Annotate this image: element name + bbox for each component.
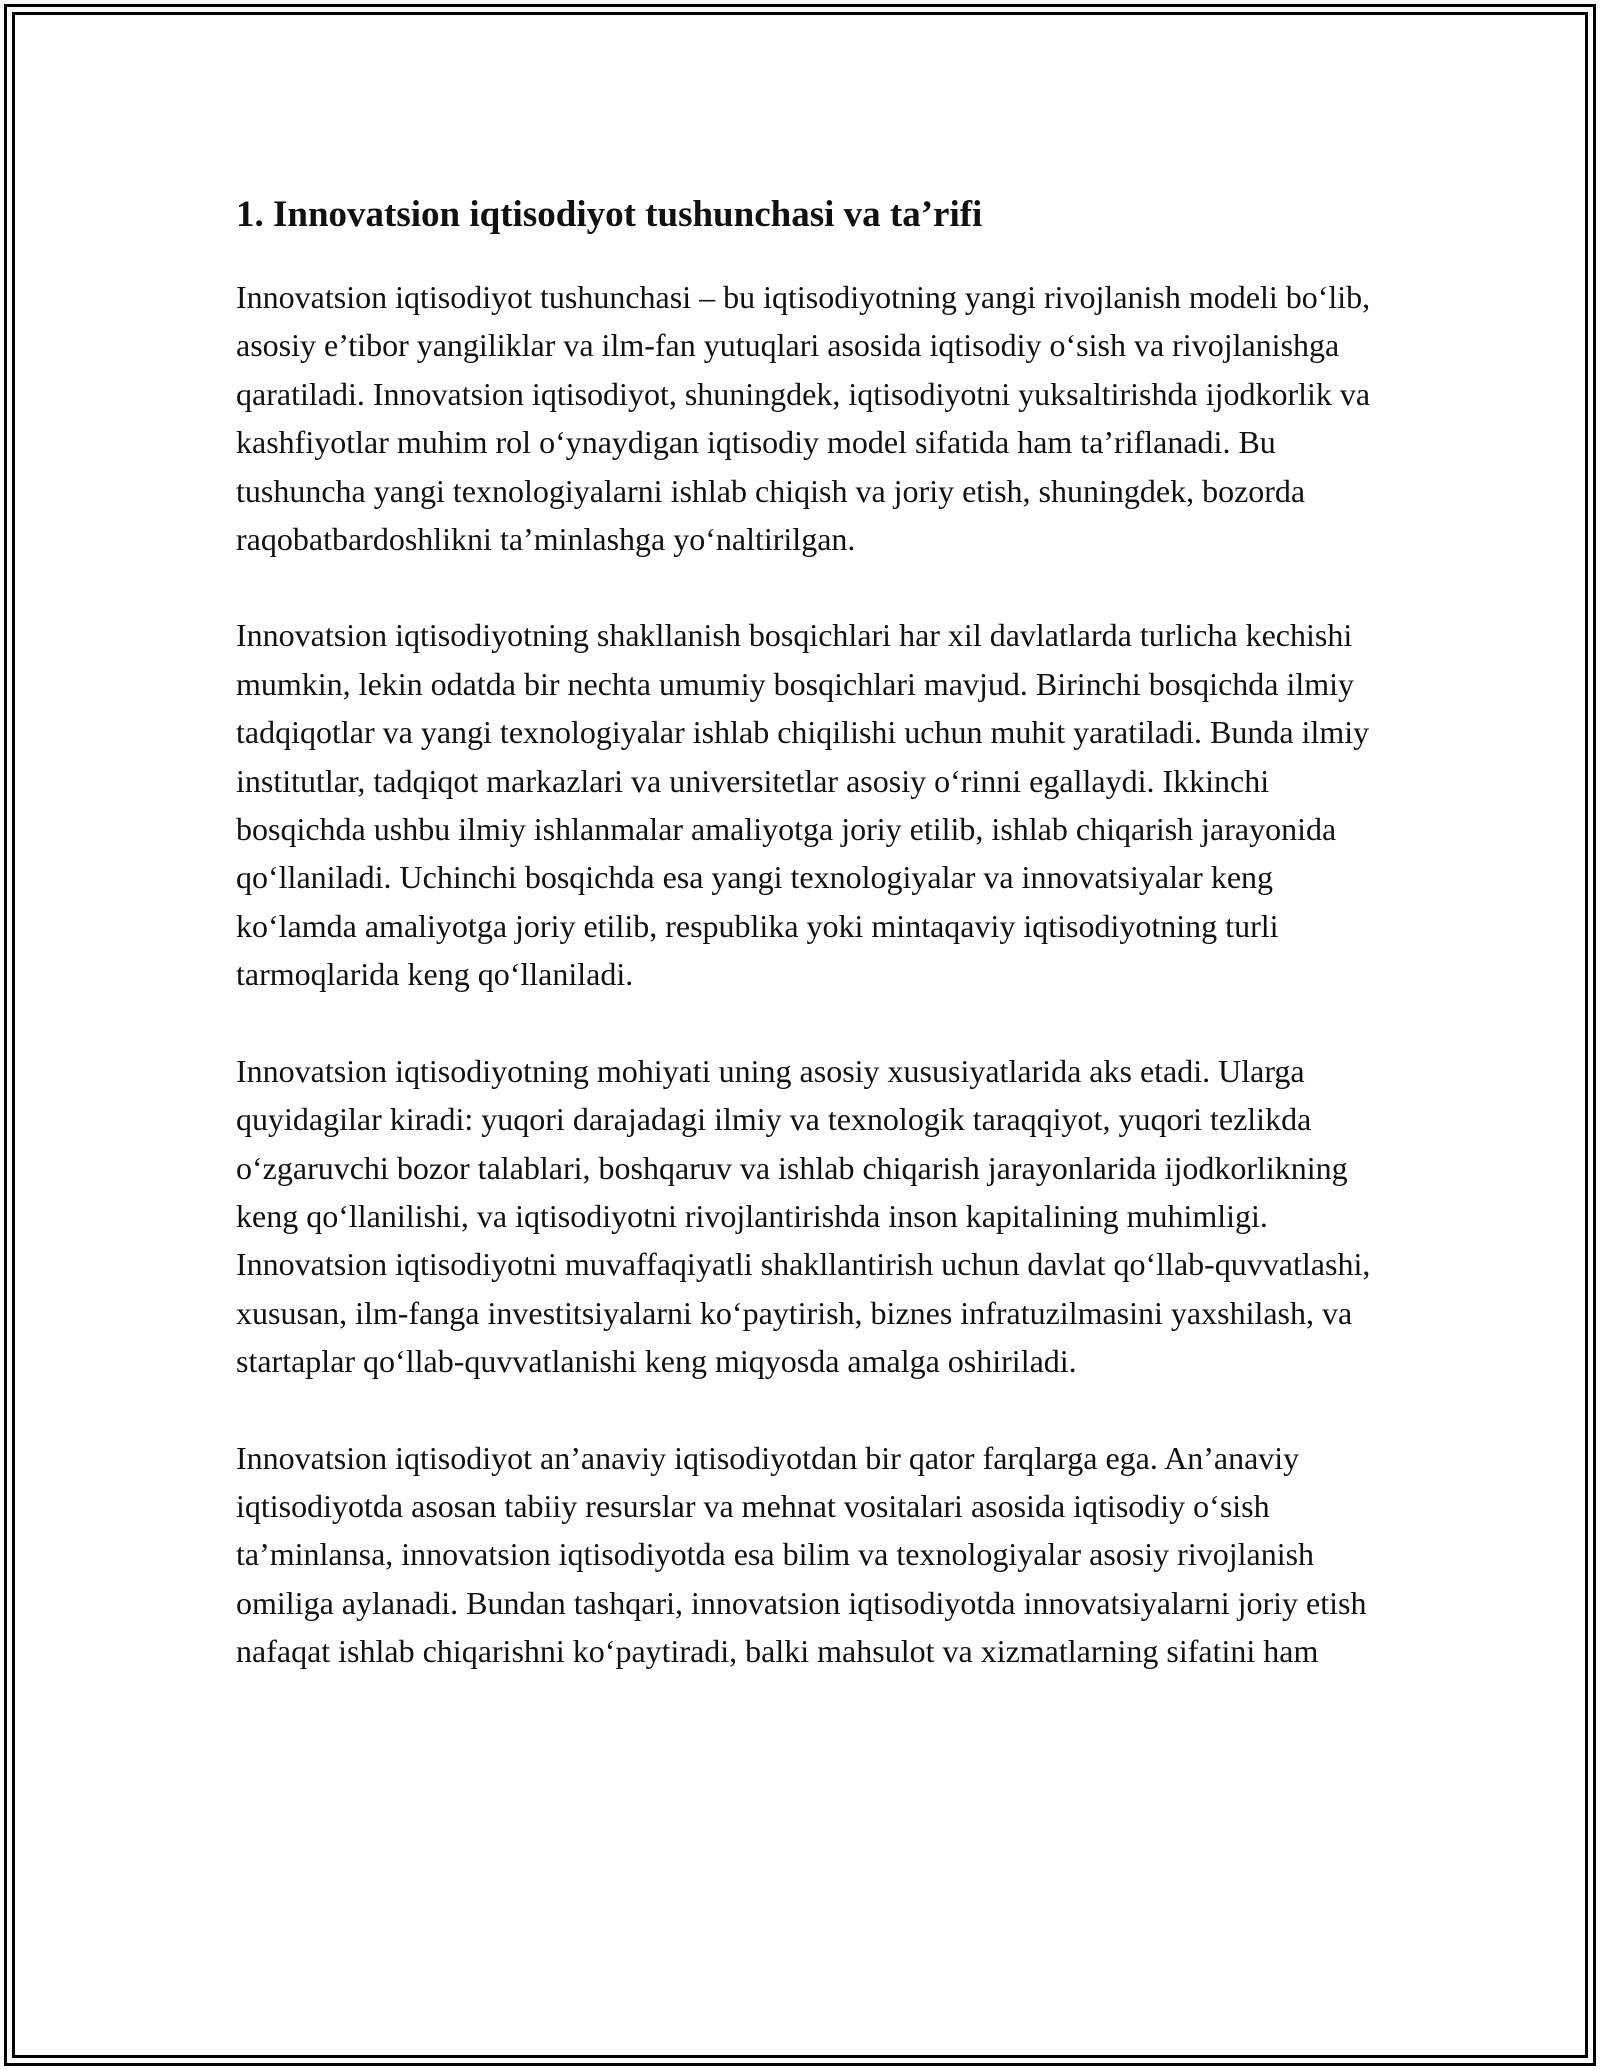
paragraph-formation-stages: Innovatsion iqtisodiyotning shakllanish bosqichlari har xil davlatlarda turlicha kechishi mumkin, lekin odatda bir nechta umumiy bosqichlari mavjud. Birinchi bosqichda ilmiy tadqiqotlar va yangi texnologiyalar ishlab chiqilishi uchun muhit yaratiladi. Bunda ilmiy institutlar, tadqiqot markazlari va universitetlar asosiy o‘rinni egallaydi. Ikkinchi bosqichda ushbu ilmiy ishlanmalar amaliyotga joriy etilib, ishlab chiqarish jarayonida qo‘llaniladi. Uchinchi bosqichda esa yangi texnologiyalar va innovatsiyalar keng ko‘lamda amaliyotga joriy etilib, respublika yoki mintaqaviy iqtisodiyotning turli tarmoqlarida keng qo‘llaniladi. (236, 617, 1370, 993)
section-heading: 1. Innovatsion iqtisodiyot tushunchasi va ta’rifi (236, 194, 983, 235)
paragraph-essence: Innovatsion iqtisodiyotning mohiyati uning asosiy xususiyatlarida aks etadi. Ularga quyidagilar kiradi: yuqori darajadagi ilmiy va texnologik taraqqiyot, yuqori tezlikda o‘zgaruvchi bozor talablari, boshqaruv va ishlab chiqarish jarayonlarida ijodkorlikning keng qo‘llanilishi, va iqtisodiyotni rivojlantirishda inson kapitalining muhimligi. Innovatsion iqtisodiyotni muvaffaqiyatli shakllantirish uchun davlat qo‘llab-quvvatlashi, xususan, ilm-fanga investitsiyalarni ko‘paytirish, biznes infratuzilmasini yaxshilash, va startaplar qo‘llab-quvvatlanishi keng miqyosda amalga oshiriladi. (236, 1052, 1371, 1380)
paragraph-definition: Innovatsion iqtisodiyot tushunchasi – bu iqtisodiyotning yangi rivojlanish modeli bo‘lib, asosiy e’tibor yangiliklar va ilm-fan yutuqlari asosida iqtisodiy o‘sish va rivojlanishga qaratiladi. Innovatsion iqtisodiyot, shuningdek, iqtisodiyotni yuksaltirishda ijodkorlik va kashfiyotlar muhim rol o‘ynaydigan iqtisodiy model sifatida ham ta’riflanadi. Bu tushuncha yangi texnologiyalarni ishlab chiqish va joriy etish, shuningdek, bozorda raqobatbardoshlikni ta’minlashga yo‘naltirilgan. (236, 279, 1371, 558)
document-body (236, 185, 1376, 1724)
paragraph-differences: Innovatsion iqtisodiyot an’anaviy iqtisodiyotdan bir qator farqlarga ega. An’anaviy iqtisodiyotda asosan tabiiy resurslar va mehnat vositalari asosida iqtisodiy o‘sish ta’minlansa, innovatsion iqtisodiyotda esa bilim va texnologiyalar asosiy rivojlanish omiliga aylanadi. Bundan tashqari, innovatsion iqtisodiyotda innovatsiyalarni joriy etish nafaqat ishlab chiqarishni ko‘paytiradi, balki mahsulot va xizmatlarning sifatini ham (236, 1439, 1367, 1670)
